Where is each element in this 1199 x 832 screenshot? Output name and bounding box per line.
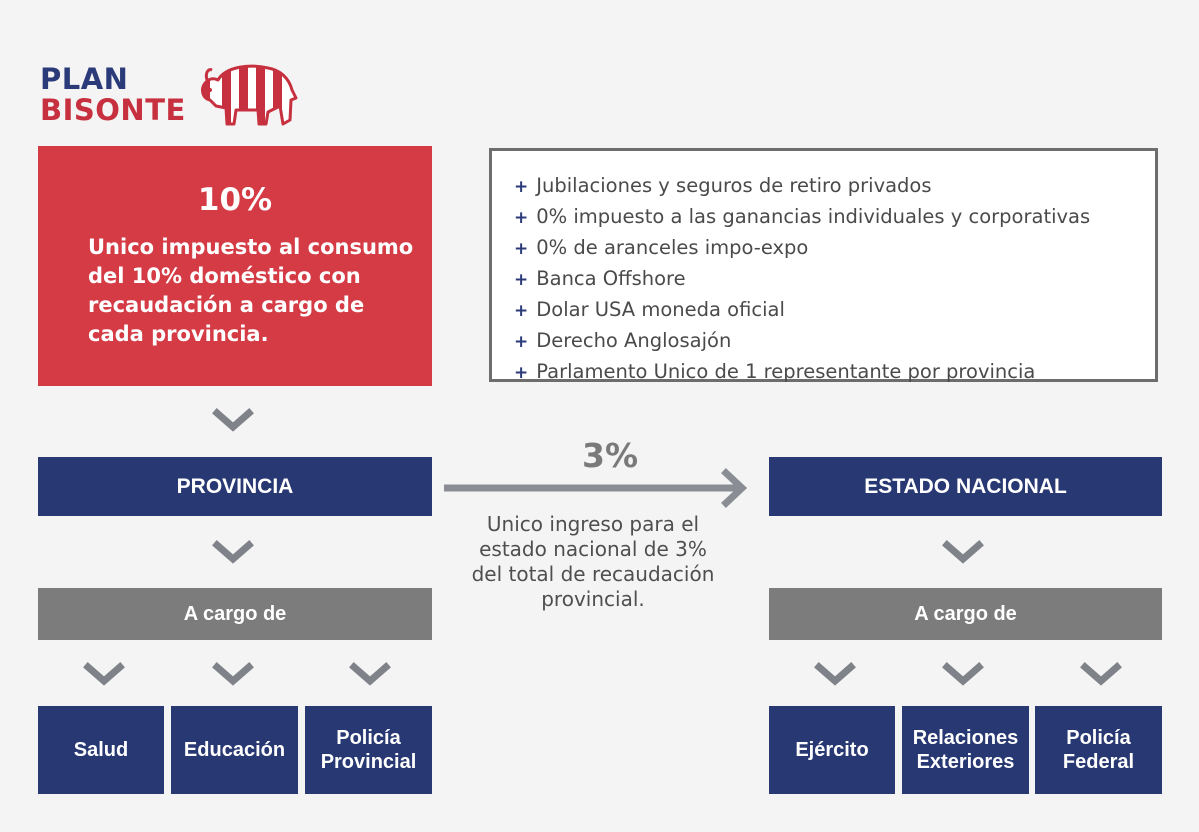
estado-item-relaciones: Relaciones Exteriores bbox=[902, 706, 1029, 794]
benefit-item: + Dolar USA moneda oficial bbox=[514, 298, 785, 321]
estado-item-ejercito: Ejército bbox=[769, 706, 895, 794]
estado-title: ESTADO NACIONAL bbox=[864, 474, 1067, 498]
tax-description: Unico impuesto al consumo del 10% doméstico con recaudación a cargo de cada provincia. bbox=[88, 235, 414, 346]
plus-icon: + bbox=[514, 301, 529, 321]
chevron-down-icon bbox=[212, 540, 254, 566]
estado-a-cargo-de: A cargo de bbox=[769, 588, 1162, 640]
estado-item-policia: Policía Federal bbox=[1035, 706, 1162, 794]
chevron-down-icon bbox=[349, 662, 391, 688]
provincia-item-policia: Policía Provincial bbox=[305, 706, 432, 794]
estado-nacional-box bbox=[769, 457, 1162, 516]
benefit-item: + Derecho Anglosajón bbox=[514, 329, 732, 352]
chevron-down-icon bbox=[1080, 662, 1122, 688]
provincia-a-cargo-de: A cargo de bbox=[38, 588, 432, 640]
logo-text bbox=[40, 64, 186, 126]
chevron-down-icon bbox=[814, 662, 856, 688]
benefit-item: + 0% impuesto a las ganancias individuales y corporativas bbox=[514, 205, 1091, 228]
tax-box bbox=[38, 146, 432, 386]
tax-percent: 10% bbox=[197, 182, 273, 218]
logo-line-1: PLAN bbox=[40, 62, 129, 96]
benefits-box bbox=[489, 148, 1158, 382]
plus-icon: + bbox=[514, 239, 529, 259]
provincia-item-salud: Salud bbox=[38, 706, 164, 794]
chevron-down-icon bbox=[212, 408, 254, 434]
plus-icon: + bbox=[514, 270, 529, 290]
bison-logo-icon bbox=[196, 60, 300, 130]
provincia-title: PROVINCIA bbox=[176, 474, 294, 498]
chevron-down-icon bbox=[212, 662, 254, 688]
benefit-item: + Parlamento Unico de 1 representante por provincia bbox=[514, 360, 1036, 383]
provincia-box bbox=[38, 457, 432, 516]
arrow-right-icon bbox=[444, 468, 754, 508]
chevron-down-icon bbox=[942, 662, 984, 688]
benefits-list bbox=[492, 151, 1155, 388]
plus-icon: + bbox=[514, 363, 529, 383]
chevron-down-icon bbox=[83, 662, 125, 688]
benefit-item: + Banca Offshore bbox=[514, 267, 686, 290]
benefit-item: + 0% de aranceles impo-expo bbox=[514, 236, 809, 259]
transfer-percent: 3% bbox=[581, 436, 639, 475]
plus-icon: + bbox=[514, 208, 529, 228]
transfer-description: Unico ingreso para el estado nacional de 3% del total de recaudación provincial. bbox=[471, 512, 715, 611]
logo-line-2: BISONTE bbox=[40, 93, 186, 127]
plus-icon: + bbox=[514, 177, 529, 197]
plus-icon: + bbox=[514, 332, 529, 352]
provincia-item-educacion: Educación bbox=[171, 706, 298, 794]
chevron-down-icon bbox=[942, 540, 984, 566]
benefit-item: + Jubilaciones y seguros de retiro privados bbox=[514, 174, 932, 197]
